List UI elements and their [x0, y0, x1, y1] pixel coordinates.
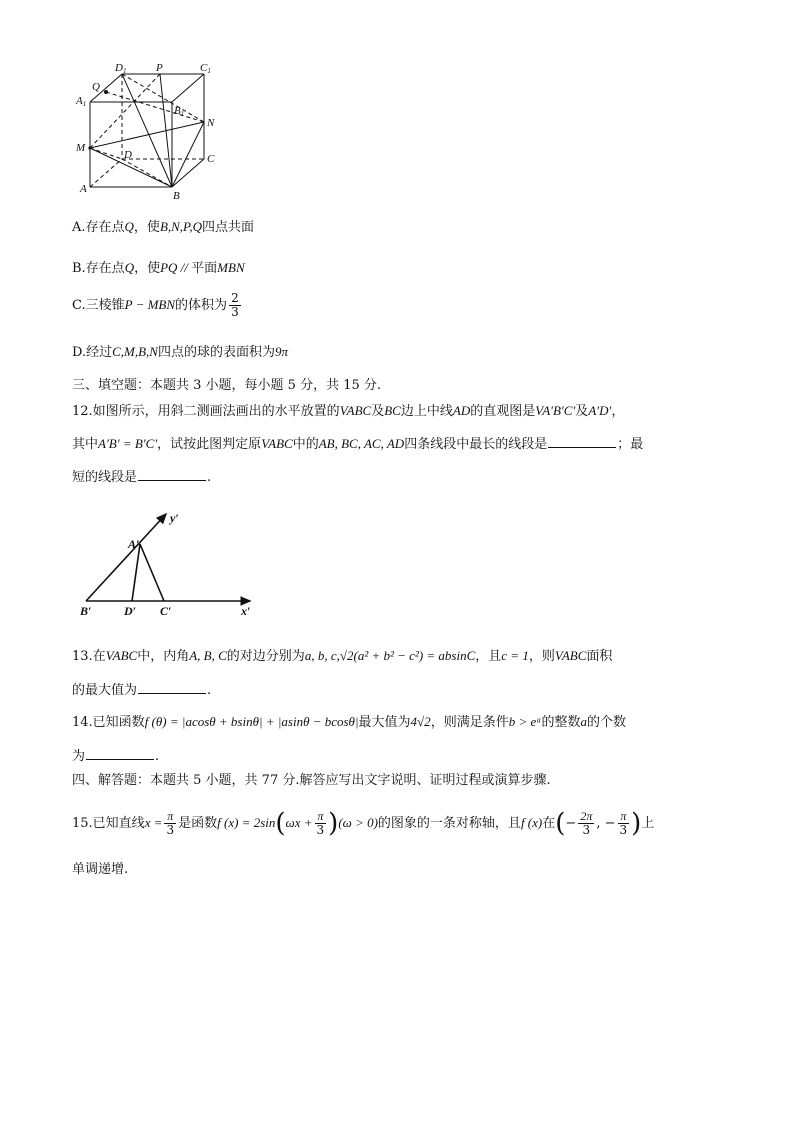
label-c1: C1	[200, 62, 211, 75]
q15-line-1: 15.已知直线x = $\frac{\pi}{3}$ 是函数f (x) = 2sin(ωx + $\frac{\pi}{3}$ )(ω > 0)的图象的一条对称轴，且f (x)在(− $\frac{2\pi}{3}$ , − $\frac{\pi}{3}$ )上	[72, 808, 655, 839]
cube-figure	[72, 62, 232, 202]
label-q: Q	[92, 81, 100, 93]
answer-blank-q14[interactable]	[86, 745, 154, 760]
answer-blank-shortest[interactable]	[138, 466, 206, 481]
label-m: M	[76, 142, 86, 154]
q12-line-1: 12.如图所示，用斜二测画法画出的水平放置的VABC及BC边上中线AD的直观图是VA′B′C′及A′D′，	[72, 403, 625, 419]
label-d-prime: D′	[124, 604, 137, 618]
option-b: B.存在点Q，使PQ // 平面MBN	[72, 260, 245, 276]
label-d1: D1	[115, 62, 127, 75]
label-a-prime: A′	[128, 537, 140, 551]
label-d: D	[124, 149, 132, 161]
option-a: A.存在点Q，使B,N,P,Q四点共面	[72, 219, 254, 235]
label-n: N	[207, 117, 215, 129]
answer-blank-longest[interactable]	[548, 433, 616, 448]
label-b: B	[173, 190, 180, 202]
section-4-heading: 四、解答题：本题共 5 小题，共 77 分.解答应写出文字说明、证明过程或演算步骤.	[72, 773, 551, 788]
q12-line-2: 其中A′B′ = B′C′，试按此图判定原VABC中的AB, BC, AC, AD四条线段中最长的线段是 ；最	[72, 433, 643, 455]
label-p: P	[156, 62, 163, 74]
label-c-prime: C′	[160, 604, 172, 618]
point-q	[104, 90, 108, 94]
y-axis-label: y′	[170, 511, 179, 525]
answer-blank-q13[interactable]	[138, 679, 206, 694]
q14-line-2: 为 .	[72, 745, 159, 767]
q13-line-1: 13.在VABC中，内角A, B, C的对边分别为a, b, c,√2(a² + b² − c²) = absinC，且c = 1，则VABC面积	[72, 648, 613, 664]
point-m	[88, 146, 91, 149]
q14-line-1: 14.已知函数f (θ) = |acosθ + bsinθ| + |asinθ − bcosθ|最大值为4√2，则满足条件b > eᵃ的整数a的个数	[72, 714, 626, 730]
option-c: C.三棱锥P − MBN的体积为 $\frac{2}{3}$	[72, 291, 239, 319]
x-axis-label: x′	[241, 604, 251, 618]
label-a: A	[80, 183, 87, 195]
label-c: C	[207, 153, 215, 165]
q13-line-2: 的最大值为 .	[72, 679, 211, 701]
oblique-axis-figure	[78, 508, 262, 618]
q15-line-2: 单调递增.	[72, 862, 129, 877]
fraction-two-thirds: $\frac{2}{3}$	[231, 291, 239, 319]
label-a1: A1	[76, 95, 87, 108]
section-3-heading: 三、填空题：本题共 3 小题，每小题 5 分，共 15 分.	[72, 378, 382, 393]
q12-line-3: 短的线段是 .	[72, 466, 211, 488]
label-b1: B1	[174, 105, 185, 118]
label-b-prime: B′	[80, 604, 92, 618]
option-d: D.经过C,M,B,N四点的球的表面积为9π	[72, 344, 288, 360]
